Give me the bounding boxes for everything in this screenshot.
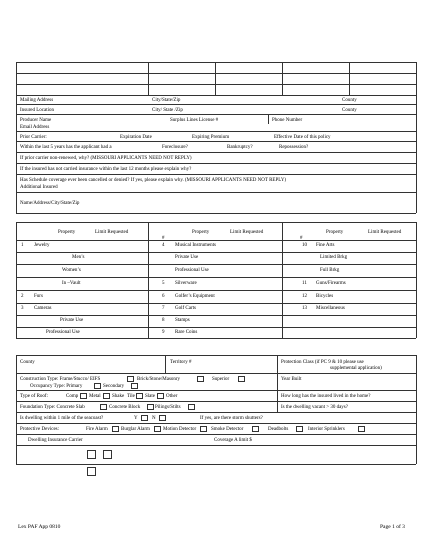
territory-label: Territory # — [170, 360, 192, 365]
motion-detector-checkbox[interactable] — [200, 426, 207, 432]
property-bicycles: Bicycles — [316, 294, 334, 299]
no-label: N — [152, 416, 156, 421]
extra-checkbox[interactable] — [87, 467, 96, 476]
seacoast-yes-checkbox[interactable] — [141, 415, 148, 421]
how-long-label: How long has the insured lived in the home? — [281, 394, 371, 399]
property-in-vault: In –Vault — [62, 281, 81, 286]
roof-slate-label: Slate — [145, 394, 155, 399]
limit-requested-header: Limit Requested — [95, 230, 129, 235]
burglar-alarm-checkbox[interactable] — [154, 426, 161, 432]
property-cameras: Cameras — [34, 306, 52, 311]
protection-class-note: supplemental application) — [330, 366, 382, 371]
last-5-years-question: Within the last 5 years has the applicant had a — [20, 145, 112, 150]
foundation-type-label: Foundation Type: Concrete Slab — [20, 405, 85, 410]
expiring-premium-label: Expiring Premium — [192, 135, 230, 140]
secondary-label: Secondary — [103, 384, 125, 389]
non-renewed-question: If prior carrier non-renewed, why? (MISSOURI APPLICANTS NEED NOT REPLY) — [20, 156, 192, 161]
row-num: 3 — [21, 306, 24, 311]
county-label: County — [342, 108, 357, 113]
superior-checkbox[interactable] — [238, 376, 245, 382]
not-carried-question: If the insured has not carried insurance within the last 12 months please explain why? — [20, 167, 192, 172]
producer-name-label: Producer Name — [20, 118, 52, 123]
motion-detector-label: Motion Detector — [163, 427, 197, 432]
form-id: Lex PAF App 0810 — [18, 524, 61, 530]
protective-devices-label: Protective Devices: — [20, 427, 60, 432]
city-state-zip-label: City/State/Zip — [152, 98, 181, 103]
row-num: 2 — [21, 294, 24, 299]
property-guns-firearms: Guns/Firearms — [316, 281, 346, 286]
roof-slate-checkbox[interactable] — [157, 393, 164, 399]
roof-other-label: Other — [166, 394, 178, 399]
roof-tile-checkbox[interactable] — [136, 393, 143, 399]
expiration-date-label: Expiration Date — [120, 135, 152, 140]
property-golf-carts: Golf Carts — [175, 306, 196, 311]
deadbolts-checkbox[interactable] — [296, 426, 303, 432]
email-address-label: Email Address — [20, 125, 50, 130]
row-num: 11 — [302, 281, 307, 286]
brick-label: Brick/Stone/Masonry — [137, 377, 181, 382]
occupancy-type-label: Occupancy Type: Primary — [30, 384, 83, 389]
foreclosure-label: Foreclosure? — [162, 145, 188, 150]
year-built-label: Year Built — [281, 377, 302, 382]
concrete-block-checkbox[interactable] — [147, 404, 154, 410]
roof-tile-label: Tile — [127, 394, 135, 399]
property-stamps: Stamps — [175, 318, 190, 323]
dwelling-carrier-label: Dwelling Insurance Carrier — [28, 438, 83, 443]
row-num: 9 — [162, 330, 165, 335]
coverage-limit-label: Coverage A limit $ — [214, 438, 252, 443]
extra-checkbox[interactable] — [103, 450, 112, 459]
smoke-detector-label: Smoke Detector — [211, 427, 244, 432]
bankruptcy-label: Bankruptcy? — [227, 145, 253, 150]
number-header: # — [162, 236, 165, 241]
row-num: 6 — [162, 294, 165, 299]
phone-number-label: Phone Number — [272, 118, 303, 123]
deadbolts-label: Deadbolts — [268, 427, 289, 432]
property-mens: Men’s — [72, 255, 85, 260]
property-private-use: Private Use — [175, 255, 199, 260]
property-header: Property — [326, 230, 344, 235]
concrete-slab-checkbox[interactable] — [100, 404, 107, 410]
storm-shutters-question: If yes, are there storm shutters? — [200, 416, 263, 421]
row-num: 13 — [302, 306, 307, 311]
property-header: Property — [58, 230, 76, 235]
property-womens: Women’s — [62, 268, 81, 273]
roof-metal-checkbox[interactable] — [103, 393, 110, 399]
property-furs: Furs — [34, 294, 43, 299]
interior-sprinklers-label: Interior Sprinklers — [308, 427, 345, 432]
seacoast-question: Is dwelling within 1 mile of the seacoast? — [20, 416, 104, 421]
eifs-checkbox[interactable] — [127, 376, 134, 382]
pilings-label: Pilings/Stilts — [155, 405, 181, 410]
property-private-use: Private Use — [60, 318, 84, 323]
protection-class-label: Protection Class (if PC 9 & 10 please use — [281, 360, 364, 365]
row-num: 10 — [302, 243, 307, 248]
page-number: Page 1 of 3 — [380, 524, 405, 530]
property-rare-coins: Rare Coins — [175, 330, 198, 335]
property-professional-use: Professional Use — [175, 268, 209, 273]
burglar-alarm-label: Burglar Alarm — [121, 427, 150, 432]
city-state-zip-label: City/ State /Zip — [152, 108, 183, 113]
limit-requested-header: Limit Requested — [368, 230, 402, 235]
mailing-address-label: Mailing Address — [20, 98, 54, 103]
row-num: 8 — [162, 318, 165, 323]
row-num: 1 — [21, 243, 24, 248]
fire-alarm-checkbox[interactable] — [112, 426, 119, 432]
property-fine-arts: Fine Arts — [316, 243, 335, 248]
primary-checkbox[interactable] — [94, 383, 101, 389]
concrete-block-label: Concrete Block — [109, 405, 141, 410]
name-address-label: Name/Address/City/State/Zip — [20, 201, 80, 206]
property-limited-brkg: Limited Brkg — [320, 255, 348, 260]
property-silverware: Silverware — [175, 281, 197, 286]
row-num: 7 — [162, 306, 165, 311]
property-musical-instruments: Musical Instruments — [175, 243, 216, 248]
roof-comp-label: Comp — [66, 394, 79, 399]
row-num: 5 — [162, 281, 165, 286]
additional-insured-label: Additional Insured — [20, 185, 58, 190]
limit-requested-header: Limit Requested — [230, 230, 264, 235]
property-golfers-equipment: Golfer’s Equipment — [175, 294, 215, 299]
row-num: 12 — [302, 294, 307, 299]
pilings-checkbox[interactable] — [188, 404, 195, 410]
secondary-checkbox[interactable] — [131, 383, 138, 389]
vacant-label: Is the dwelling vacant > 30 days? — [281, 405, 348, 410]
county-label: County — [20, 360, 35, 365]
surplus-license-label: Surplus Lines License # — [170, 118, 219, 123]
property-miscellaneous: Miscellaneous — [316, 306, 345, 311]
smoke-detector-checkbox[interactable] — [252, 426, 259, 432]
repossession-label: Repossession? — [279, 145, 309, 150]
county-label: County — [342, 98, 357, 103]
roof-comp-checkbox[interactable] — [80, 393, 87, 399]
roof-metal-label: Metal — [89, 394, 101, 399]
property-jewelry: Jewelry — [34, 243, 50, 248]
construction-type-label: Construction Type: Frame/Stucco/ EIFS — [20, 377, 101, 382]
yes-label: Y — [134, 416, 138, 421]
property-professional-use: Professional Use — [46, 330, 80, 335]
roof-shake-label: Shake — [112, 394, 125, 399]
superior-label: Superior — [212, 377, 230, 382]
brick-checkbox[interactable] — [197, 376, 204, 382]
row-num: 4 — [162, 243, 165, 248]
cancelled-question: Has Schedule coverage ever been cancelled or denied? If yes, please explain why. (MISSOURI APPLICANTS NEED NOT REPLY) — [20, 178, 287, 183]
interior-sprinklers-checkbox[interactable] — [358, 426, 365, 432]
effective-date-label: Effective Date of this policy — [274, 135, 331, 140]
number-header: # — [300, 236, 303, 241]
insured-location-label: Insured Location — [20, 108, 55, 113]
seacoast-no-checkbox[interactable] — [159, 415, 166, 421]
prior-carrier-label: Prior Carrier: — [20, 135, 47, 140]
fire-alarm-label: Fire Alarm — [86, 427, 108, 432]
extra-checkbox[interactable] — [87, 450, 96, 459]
type-of-roof-label: Type of Roof: — [20, 394, 48, 399]
property-header: Property — [192, 230, 210, 235]
property-full-brkg: Full Brkg — [320, 268, 340, 273]
